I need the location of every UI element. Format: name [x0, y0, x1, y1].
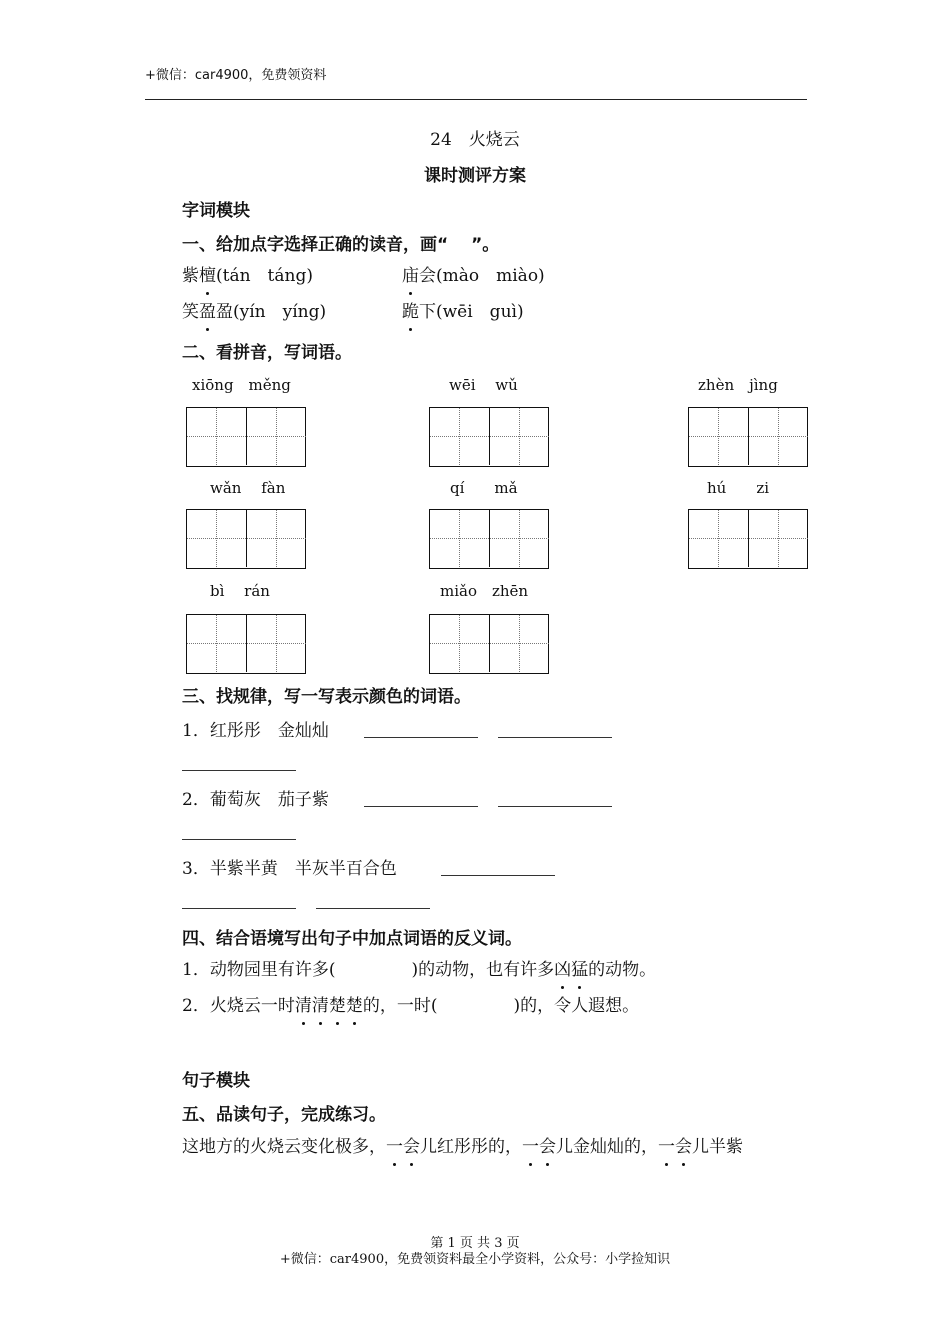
q5-part-c: 儿金灿灿的， [556, 1137, 658, 1157]
q4-s2-dot4: 楚 [346, 991, 363, 1016]
lesson-title: 24 火烧云 [430, 130, 520, 150]
q4-s2-part-b: 的，一时( [362, 996, 438, 1016]
q1-item-4-post: 下(wēi guì) [419, 302, 524, 322]
page-number: 第 1 页 共 3 页 [430, 1236, 520, 1251]
q4-s2-dot1: 清 [295, 991, 312, 1016]
writing-grid-4[interactable] [186, 509, 306, 569]
q1-item-4 [402, 297, 524, 322]
pinyin-label-1: xiōng měng [192, 376, 291, 394]
q5-dot-3a: 一 [658, 1132, 675, 1157]
q1-item-3-dotted: 盈 [199, 297, 216, 322]
writing-grid-7[interactable] [186, 614, 306, 674]
q1-item-2 [402, 261, 545, 286]
q5-dot-2b: 会 [539, 1132, 556, 1157]
q3-item-1: 1．红彤彤 金灿灿 [182, 721, 329, 741]
q5-dot-3b: 会 [675, 1132, 692, 1157]
pinyin-label-3: zhèn jìng [698, 376, 778, 394]
q3-item-2: 2．葡萄灰 茄子紫 [182, 790, 329, 810]
writing-grid-8[interactable] [429, 614, 549, 674]
q5-part-b: 儿红彤彤的， [420, 1137, 522, 1157]
q5-dot-1b: 会 [403, 1132, 420, 1157]
q3-blank-1b[interactable] [498, 737, 612, 738]
writing-grid-6[interactable] [688, 509, 808, 569]
q5-dot-2a: 一 [522, 1132, 539, 1157]
q5-dot-1a: 一 [386, 1132, 403, 1157]
q1-item-1-post: (tán táng) [216, 266, 313, 286]
q3-blank-2b[interactable] [498, 806, 612, 807]
q4-s1-dot1: 凶 [554, 955, 571, 980]
pinyin-label-8: miǎo zhēn [440, 582, 529, 600]
q5-part-a: 这地方的火烧云变化极多， [182, 1137, 386, 1157]
q4-s2-dot2: 清 [312, 991, 329, 1016]
writing-grid-1[interactable] [186, 407, 306, 467]
q1-item-4-dotted: 跪 [402, 297, 419, 322]
q3-blank-1a[interactable] [364, 737, 478, 738]
q4-heading: 四、结合语境写出句子中加点词语的反义词。 [182, 929, 522, 949]
q2-heading: 二、看拼音，写词语。 [182, 343, 352, 363]
q5-heading: 五、品读句子，完成练习。 [182, 1105, 386, 1125]
q3-blank-3c[interactable] [316, 908, 430, 909]
writing-grid-5[interactable] [429, 509, 549, 569]
q3-blank-2c[interactable] [182, 839, 296, 840]
sentence-module-heading: 句子模块 [182, 1071, 250, 1091]
header-rule [145, 99, 807, 100]
q3-blank-3a[interactable] [441, 875, 555, 876]
q5-part-e: 儿半紫 [692, 1137, 743, 1157]
q4-s1-dot2: 猛 [571, 955, 588, 980]
writing-grid-2[interactable] [429, 407, 549, 467]
q4-sentence-2 [182, 991, 639, 1016]
q1-item-1 [182, 261, 313, 286]
q4-s1-part-c: 的动物。 [588, 960, 657, 980]
footer-note: +微信：car4900，免费领资料最全小学资料，公众号：小学捡知识 [279, 1252, 671, 1267]
pinyin-label-5: qí mǎ [450, 479, 518, 497]
q3-heading: 三、找规律，写一写表示颜色的词语。 [182, 687, 471, 707]
pinyin-label-6: hú zi [707, 479, 770, 497]
pinyin-label-2: wēi wǔ [449, 376, 518, 394]
q1-item-1-pre: 紫 [182, 266, 199, 286]
q3-blank-2a[interactable] [364, 806, 478, 807]
word-module-heading: 字词模块 [182, 201, 250, 221]
q1-item-3-post: 盈(yín yíng) [216, 302, 327, 322]
q4-s2-part-a: 2．火烧云一时 [182, 996, 295, 1016]
q3-blank-1c[interactable] [182, 770, 296, 771]
q1-item-3-pre: 笑 [182, 302, 199, 322]
q1-item-2-post: 会(mào miào) [419, 266, 545, 286]
q4-sentence-1 [182, 955, 656, 980]
header-note: +微信：car4900，免费领资料 [145, 68, 327, 83]
lesson-subtitle: 课时测评方案 [424, 166, 526, 186]
q4-s2-dot3: 楚 [329, 991, 346, 1016]
q4-s1-part-b: )的动物，也有许多 [411, 960, 555, 980]
q4-s2-part-c: )的，令人遐想。 [513, 996, 640, 1016]
pinyin-label-7: bì rán [210, 582, 270, 600]
q1-item-2-dotted: 庙 [402, 261, 419, 286]
q1-heading: 一、给加点字选择正确的读音，画“ ”。 [182, 235, 500, 255]
q3-item-3: 3．半紫半黄 半灰半百合色 [182, 859, 397, 879]
q4-s1-part-a: 1．动物园里有许多( [182, 960, 336, 980]
q3-blank-3b[interactable] [182, 908, 296, 909]
pinyin-label-4: wǎn fàn [210, 479, 286, 497]
q1-item-3 [182, 297, 326, 322]
q5-passage-line [182, 1132, 743, 1157]
q1-item-1-dotted: 檀 [199, 261, 216, 286]
writing-grid-3[interactable] [688, 407, 808, 467]
